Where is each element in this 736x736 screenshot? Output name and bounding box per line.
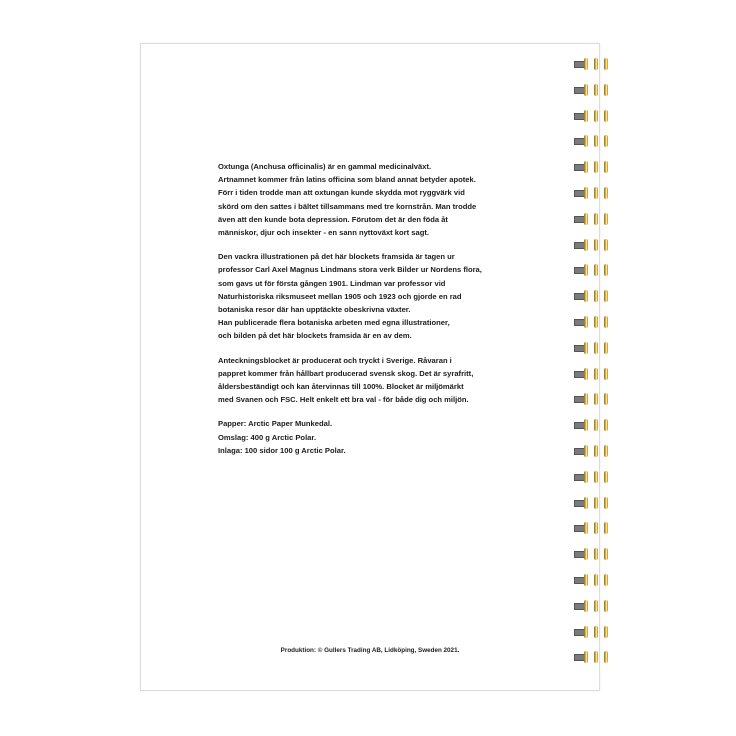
spiral-ring (568, 239, 616, 251)
wire-strand (604, 58, 608, 70)
spiral-binding (568, 56, 618, 696)
wire-strand (604, 548, 608, 560)
wire-strand (594, 626, 598, 638)
wire-loop (582, 84, 616, 96)
spiral-ring (568, 600, 616, 612)
wire-strand (604, 445, 608, 457)
spiral-ring (568, 161, 616, 173)
wire-loop (582, 187, 616, 199)
wire-strand (604, 110, 608, 122)
wire-strand (594, 161, 598, 173)
wire-strand (594, 342, 598, 354)
wire-strand (604, 135, 608, 147)
wire-strand (604, 239, 608, 251)
wire-loop (582, 393, 616, 405)
wire-strand (584, 135, 588, 147)
wire-loop (582, 110, 616, 122)
spiral-ring (568, 264, 616, 276)
wire-strand (604, 368, 608, 380)
wire-loop (582, 368, 616, 380)
wire-strand (584, 600, 588, 612)
wire-strand (584, 110, 588, 122)
wire-loop (582, 58, 616, 70)
paragraph-production: Anteckningsblocket är producerat och tryckt i Sverige. Råvaran i pappret kommer från hållbart producerad svensk skog. Det är syrafritt, åldersbeständigt och kan återvinnas till 100%. Blocket är miljömärkt med Svanen och FSC. Helt enkelt ett bra val - för både dig och miljön. (218, 355, 474, 405)
wire-strand (594, 368, 598, 380)
spiral-ring (568, 626, 616, 638)
wire-strand (604, 522, 608, 534)
spiral-ring (568, 548, 616, 560)
paragraph-illustration: Den vackra illustrationen på det här blockets framsida är tagen ur professor Carl Axel Magnus Lindmans stora verk Bilder ur Nordens flora, som gavs ut för första gången 1901. Lindman var professor vid Naturhistoriska riksmuseet mellan 1905 och 1923 och gjorde en rad botaniska resor där han upptäckte obeskrivna växter. Han publicerade flera botaniska arbeten med egna illustrationer, och bilden på det här blockets framsida är en av dem. (218, 252, 482, 341)
wire-strand (594, 135, 598, 147)
wire-loop (582, 522, 616, 534)
wire-loop (582, 290, 616, 302)
spiral-ring (568, 187, 616, 199)
wire-strand (594, 574, 598, 586)
spiral-ring (568, 522, 616, 534)
wire-strand (584, 239, 588, 251)
wire-strand (584, 419, 588, 431)
spiral-ring (568, 316, 616, 328)
wire-strand (584, 548, 588, 560)
spiral-ring (568, 110, 616, 122)
wire-strand (604, 574, 608, 586)
wire-loop (582, 626, 616, 638)
wire-strand (604, 393, 608, 405)
spiral-ring (568, 574, 616, 586)
wire-strand (594, 522, 598, 534)
notebook-back-page (140, 43, 600, 691)
wire-strand (604, 471, 608, 483)
wire-strand (594, 600, 598, 612)
production-credit: Produktion: © Gullers Trading AB, Lidköping, Sweden 2021. (280, 647, 460, 654)
wire-strand (604, 342, 608, 354)
wire-loop (582, 548, 616, 560)
wire-strand (584, 574, 588, 586)
spiral-ring (568, 651, 616, 663)
wire-strand (594, 316, 598, 328)
wire-strand (584, 445, 588, 457)
wire-strand (604, 290, 608, 302)
wire-strand (604, 213, 608, 225)
spiral-ring (568, 213, 616, 225)
wire-strand (584, 316, 588, 328)
paragraph-oxtunga: Oxtunga (Anchusa officinalis) är en gammal medicinalväxt. Artnamnet kommer från latins officina som bland annat betyder apotek. Förr i tiden trodde man att oxtungan kunde skydda mot ryggvärk vid skörd om den sattes i bältet tillsammans med tre kornstrån. Man trodde även att den kunde bota depression. Förutom det är den föda åt människor, djur och insekter - en sann nyttoväxt kort sagt. (218, 162, 477, 238)
wire-strand (584, 264, 588, 276)
wire-strand (584, 290, 588, 302)
wire-strand (594, 110, 598, 122)
wire-loop (582, 239, 616, 251)
spiral-ring (568, 393, 616, 405)
wire-strand (584, 626, 588, 638)
wire-strand (594, 393, 598, 405)
spiral-ring (568, 445, 616, 457)
wire-strand (604, 497, 608, 509)
spiral-ring (568, 497, 616, 509)
wire-strand (604, 161, 608, 173)
wire-strand (594, 264, 598, 276)
wire-loop (582, 135, 616, 147)
wire-strand (604, 316, 608, 328)
back-cover-text (218, 160, 538, 457)
wire-strand (594, 239, 598, 251)
wire-loop (582, 497, 616, 509)
wire-strand (584, 58, 588, 70)
wire-strand (604, 187, 608, 199)
wire-loop (582, 471, 616, 483)
wire-loop (582, 574, 616, 586)
spiral-ring (568, 471, 616, 483)
wire-loop (582, 342, 616, 354)
spiral-ring (568, 290, 616, 302)
wire-strand (584, 187, 588, 199)
wire-strand (604, 651, 608, 663)
wire-loop (582, 316, 616, 328)
wire-loop (582, 419, 616, 431)
wire-strand (584, 471, 588, 483)
wire-strand (594, 471, 598, 483)
wire-strand (584, 522, 588, 534)
wire-strand (594, 290, 598, 302)
wire-strand (594, 213, 598, 225)
wire-strand (604, 264, 608, 276)
wire-strand (584, 497, 588, 509)
wire-strand (594, 58, 598, 70)
spiral-ring (568, 84, 616, 96)
spiral-ring (568, 419, 616, 431)
paragraph-paper-specs: Papper: Arctic Paper Munkedal. Omslag: 400 g Arctic Polar. Inlaga: 100 sidor 100 g Arctic Polar. (218, 419, 346, 455)
wire-loop (582, 600, 616, 612)
wire-loop (582, 161, 616, 173)
wire-strand (584, 213, 588, 225)
wire-strand (584, 368, 588, 380)
wire-strand (594, 651, 598, 663)
wire-strand (594, 497, 598, 509)
spiral-ring (568, 368, 616, 380)
wire-strand (584, 161, 588, 173)
wire-loop (582, 213, 616, 225)
wire-strand (604, 626, 608, 638)
wire-strand (594, 84, 598, 96)
wire-strand (584, 393, 588, 405)
wire-strand (584, 651, 588, 663)
wire-strand (594, 187, 598, 199)
wire-strand (594, 445, 598, 457)
wire-strand (604, 84, 608, 96)
wire-strand (584, 84, 588, 96)
spiral-ring (568, 58, 616, 70)
spiral-ring (568, 135, 616, 147)
wire-strand (594, 548, 598, 560)
wire-strand (604, 600, 608, 612)
spiral-ring (568, 342, 616, 354)
wire-strand (604, 419, 608, 431)
wire-strand (584, 342, 588, 354)
wire-loop (582, 264, 616, 276)
wire-strand (594, 419, 598, 431)
wire-loop (582, 445, 616, 457)
wire-loop (582, 651, 616, 663)
